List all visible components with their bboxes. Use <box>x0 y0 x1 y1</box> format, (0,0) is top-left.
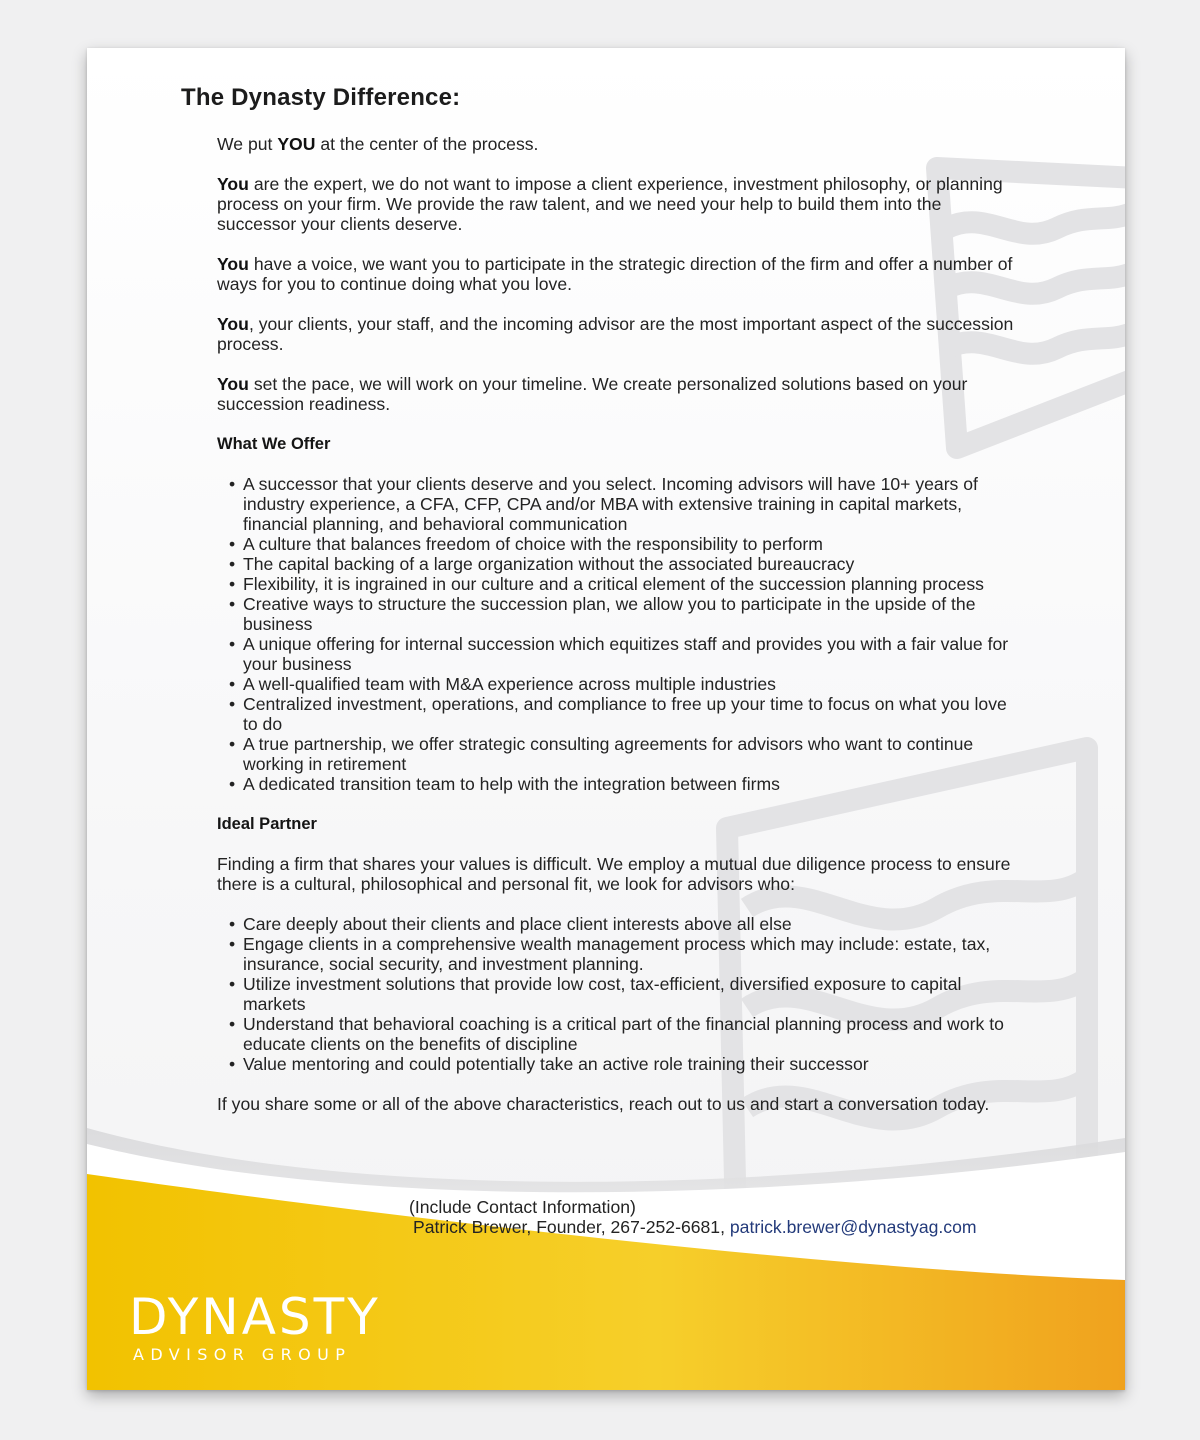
partner-list-item: • Care deeply about their clients and place client interests above all else <box>217 914 1017 934</box>
you-paragraph <box>217 254 1017 294</box>
page-title: The Dynasty Difference: <box>181 84 461 111</box>
contact-block <box>409 1197 977 1237</box>
intro-text-post: at the center of the process. <box>315 134 539 154</box>
you-paragraph <box>217 374 1017 414</box>
intro-text-pre: We put <box>217 134 278 154</box>
partner-list-item: • Utilize investment solutions that provide low cost, tax-efficient, diversified exposure to capital markets <box>217 974 1017 1014</box>
paragraph-text: set the pace, we will work on your timeline. We create personalized solutions based on your succession readiness. <box>217 374 968 414</box>
offer-list-item: • A unique offering for internal succession which equitizes staff and provides you with a fair value for your business <box>217 634 1017 674</box>
offer-list-item: • Flexibility, it is ingrained in our culture and a critical element of the succession planning process <box>217 574 1017 594</box>
you-paragraph <box>217 314 1017 354</box>
you-paragraph <box>217 174 1017 234</box>
you-emphasis: You <box>217 374 249 394</box>
offer-list-item: • A culture that balances freedom of choice with the responsibility to perform <box>217 534 1017 554</box>
what-we-offer-heading: What We Offer <box>217 435 331 453</box>
offer-list-item: • A successor that your clients deserve and you select. Incoming advisors will have 10+ years of industry experience, a CFA, CFP, CPA and/or MBA with extensive training in capital markets, financial planning, and behavioral communication <box>217 474 1017 534</box>
ideal-partner-heading: Ideal Partner <box>217 815 317 833</box>
you-emphasis: You <box>217 314 249 334</box>
contact-note: (Include Contact Information) <box>409 1197 636 1217</box>
partner-list <box>217 914 1017 1074</box>
offer-list-item: • The capital backing of a large organization without the associated bureaucracy <box>217 554 1017 574</box>
offer-list-item: • Creative ways to structure the succession plan, we allow you to participate in the upside of the business <box>217 594 1017 634</box>
you-emphasis: You <box>217 254 249 274</box>
ideal-partner-intro: Finding a firm that shares your values is difficult. We employ a mutual due diligence process to ensure there is a cultural, philosophical and personal fit, we look for advisors who: <box>217 854 1011 894</box>
document-page <box>87 48 1125 1390</box>
partner-list-item: • Understand that behavioral coaching is a critical part of the financial planning process and work to educate clients on the benefits of discipline <box>217 1014 1017 1054</box>
paragraph-text: have a voice, we want you to participate in the strategic direction of the firm and offer a number of ways for you to continue doing what you love. <box>217 254 1013 294</box>
document-body <box>217 134 1017 1134</box>
offer-list <box>217 474 1017 794</box>
intro-emphasis: YOU <box>277 134 316 154</box>
paragraph-text: , your clients, your staff, and the incoming advisor are the most important aspect of the succession process. <box>217 314 1014 354</box>
offer-list-item: • Centralized investment, operations, and compliance to free up your time to focus on what you love to do <box>217 694 1017 734</box>
paragraph-text: are the expert, we do not want to impose a client experience, investment philosophy, or planning process on your firm. We provide the raw talent, and we need your help to build them into the successor your clients deserve. <box>217 174 1003 234</box>
offer-list-item: • A dedicated transition team to help with the integration between firms <box>217 774 1017 794</box>
partner-list-item: • Engage clients in a comprehensive wealth management process which may include: estate, tax, insurance, social security, and investment planning. <box>217 934 1017 974</box>
partner-list-item: • Value mentoring and could potentially take an active role training their successor <box>217 1054 1017 1074</box>
contact-email-link[interactable]: patrick.brewer@dynastyag.com <box>729 1217 977 1237</box>
dynasty-logo-wordmark: DYNASTY <box>129 1288 381 1346</box>
closing-paragraph: If you share some or all of the above characteristics, reach out to us and start a conversation today. <box>217 1094 990 1114</box>
contact-details <box>409 1217 977 1237</box>
you-emphasis: You <box>217 174 249 194</box>
offer-list-item: • A true partnership, we offer strategic consulting agreements for advisors who want to continue working in retirement <box>217 734 1017 774</box>
dynasty-logo-tagline: ADVISOR GROUP <box>133 1345 352 1364</box>
intro-paragraph <box>217 134 1017 154</box>
offer-list-item: • A well-qualified team with M&A experience across multiple industries <box>217 674 1017 694</box>
contact-text: Patrick Brewer, Founder, 267-252-6681, <box>413 1217 730 1237</box>
